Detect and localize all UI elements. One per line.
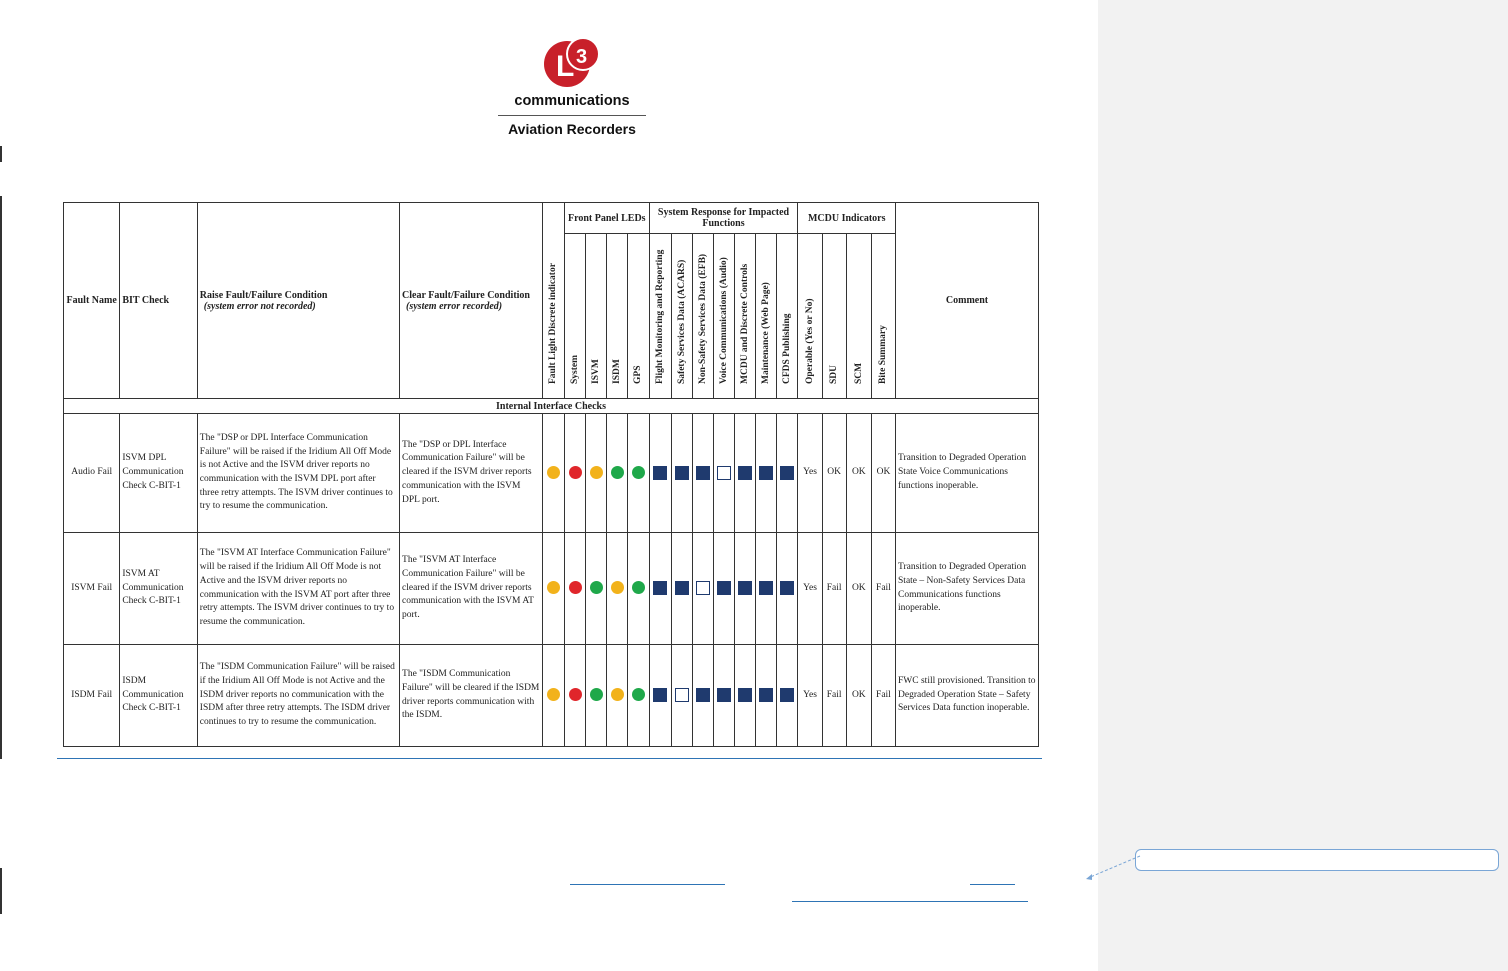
filled-square-icon — [717, 688, 731, 702]
header-comment: Comment — [896, 203, 1039, 399]
header-led-label: System — [570, 354, 581, 384]
green-led-icon — [632, 688, 645, 701]
section-row — [64, 399, 1039, 414]
green-led-icon — [632, 466, 645, 479]
header-clear-title: Clear Fault/Failure Condition — [402, 289, 530, 301]
empty-square-icon — [696, 581, 710, 595]
mcdu-bite-cell: Fail — [871, 645, 895, 747]
filled-square-icon — [738, 466, 752, 480]
response-cell — [649, 414, 671, 533]
clear-condition-cell: The "ISDM Communication Failure" will be cleared if the ISDM driver reports communication with the ISDM. — [400, 645, 543, 747]
header-mcdu-col — [871, 234, 895, 399]
change-bar — [0, 146, 2, 162]
led-cell — [607, 533, 628, 645]
response-cell — [649, 533, 671, 645]
filled-square-icon — [717, 581, 731, 595]
mcdu-scm-cell: OK — [846, 645, 871, 747]
filled-square-icon — [675, 466, 689, 480]
logo-divider — [498, 115, 646, 116]
fault-light-cell — [542, 414, 564, 533]
response-cell — [735, 645, 756, 747]
header-response — [692, 234, 713, 399]
header-front-panel: Front Panel LEDs — [565, 203, 650, 234]
filled-square-icon — [653, 688, 667, 702]
green-led-icon — [590, 581, 603, 594]
response-cell — [735, 533, 756, 645]
led-cell — [628, 414, 649, 533]
logo-wordmark: communications — [514, 93, 630, 109]
filled-square-icon — [738, 688, 752, 702]
header-mcdu-label: Operable (Yes or No) — [805, 298, 816, 384]
filled-square-icon — [780, 466, 794, 480]
fault-light-cell — [542, 533, 564, 645]
response-cell — [756, 645, 777, 747]
led-cell — [565, 414, 586, 533]
header-mcdu-label: Bite Summary — [878, 325, 889, 384]
amber-led-icon — [611, 688, 624, 701]
led-cell — [607, 414, 628, 533]
fault-name-cell: Audio Fail — [64, 414, 120, 533]
header-bit-check: BIT Check — [120, 203, 197, 399]
company-logo — [490, 34, 654, 142]
header-response — [713, 234, 734, 399]
header-row — [64, 203, 1039, 234]
header-fault-name: Fault Name — [64, 203, 120, 399]
response-cell — [692, 533, 713, 645]
response-cell — [756, 533, 777, 645]
bit-check-cell: ISVM DPL Communication Check C-BIT-1 — [120, 414, 197, 533]
change-bar — [0, 868, 2, 914]
header-led — [586, 234, 607, 399]
mcdu-scm-cell: OK — [846, 533, 871, 645]
response-cell — [671, 414, 692, 533]
header-response-label: MCDU and Discrete Controls — [740, 263, 751, 384]
header-raise-title: Raise Fault/Failure Condition — [199, 289, 328, 301]
amber-led-icon — [590, 466, 603, 479]
comment-balloon[interactable] — [1135, 849, 1499, 871]
header-raise — [197, 203, 399, 399]
mcdu-operable-cell: Yes — [798, 645, 822, 747]
filled-square-icon — [696, 466, 710, 480]
mcdu-scm-cell: OK — [846, 414, 871, 533]
filled-square-icon — [653, 581, 667, 595]
led-cell — [628, 533, 649, 645]
response-cell — [649, 645, 671, 747]
red-led-icon — [569, 581, 582, 594]
header-response — [756, 234, 777, 399]
raise-condition-cell: The "ISVM AT Interface Communication Failure" will be raised if the Iridium All Off Mode is not Active and the ISVM driver reports no communication with the ISVM AT port after three retry attempts. The ISVM driver continues to try to resume the communication. — [197, 533, 399, 645]
table-row — [64, 533, 1039, 645]
empty-square-icon — [675, 688, 689, 702]
raise-condition-cell: The "ISDM Communication Failure" will be raised if the Iridium All Off Mode is not Active and the ISDM driver reports no communication with the ISDM after three retry attempts. The ISDM driver continues to try to resume the communication. — [197, 645, 399, 747]
amber-led-icon — [547, 688, 560, 701]
header-clear-note: (system error recorded) — [406, 300, 503, 312]
mcdu-bite-cell: Fail — [871, 533, 895, 645]
header-led — [565, 234, 586, 399]
bit-check-cell: ISVM AT Communication Check C-BIT-1 — [120, 533, 197, 645]
header-clear — [400, 203, 543, 399]
logo-subtitle: Aviation Recorders — [508, 121, 636, 137]
fault-table — [63, 202, 1039, 747]
mcdu-sdu-cell: Fail — [822, 533, 846, 645]
filled-square-icon — [780, 688, 794, 702]
green-led-icon — [590, 688, 603, 701]
header-response-label: Flight Monitoring and Reporting — [655, 249, 666, 384]
svg-text:L: L — [556, 50, 575, 83]
response-cell — [713, 414, 734, 533]
svg-text:3: 3 — [576, 46, 588, 68]
fault-name-cell: ISVM Fail — [64, 533, 120, 645]
led-cell — [586, 414, 607, 533]
response-cell — [777, 533, 798, 645]
header-response — [777, 234, 798, 399]
comment-pane — [1098, 0, 1508, 971]
response-cell — [671, 645, 692, 747]
led-cell — [565, 533, 586, 645]
clear-condition-cell: The "ISVM AT Interface Communication Failure" will be cleared if the ISVM driver reports communication with the ISVM AT port. — [400, 533, 543, 645]
header-response — [735, 234, 756, 399]
header-response-label: Non-Safety Services Data (EFB) — [697, 253, 708, 384]
comment-cell: Transition to Degraded Operation State Voice Communications functions inoperable. — [896, 414, 1039, 533]
header-response — [671, 234, 692, 399]
underline-link[interactable] — [792, 901, 1028, 902]
filled-square-icon — [780, 581, 794, 595]
empty-square-icon — [717, 466, 731, 480]
filled-square-icon — [738, 581, 752, 595]
response-cell — [777, 645, 798, 747]
header-fault-light — [542, 203, 564, 399]
led-cell — [628, 645, 649, 747]
header-led — [628, 234, 649, 399]
filled-square-icon — [653, 466, 667, 480]
response-cell — [692, 414, 713, 533]
header-response — [649, 234, 671, 399]
mcdu-bite-cell: OK — [871, 414, 895, 533]
fault-light-cell — [542, 645, 564, 747]
comment-cell: Transition to Degraded Operation State – Non-Safety Services Data Communications functions inoperable. — [896, 533, 1039, 645]
response-cell — [713, 533, 734, 645]
header-mcdu-col — [798, 234, 822, 399]
amber-led-icon — [547, 581, 560, 594]
amber-led-icon — [611, 581, 624, 594]
table-row — [64, 414, 1039, 533]
header-led-label: ISVM — [591, 359, 602, 384]
mcdu-sdu-cell: Fail — [822, 645, 846, 747]
header-mcdu-label: SCM — [853, 362, 864, 384]
change-bar — [0, 196, 2, 759]
red-led-icon — [569, 466, 582, 479]
response-cell — [756, 414, 777, 533]
green-led-icon — [611, 466, 624, 479]
led-cell — [586, 533, 607, 645]
led-cell — [565, 645, 586, 747]
header-fault-light-label: Fault Light Discrete indicator — [548, 263, 559, 384]
green-led-icon — [632, 581, 645, 594]
filled-square-icon — [759, 581, 773, 595]
clear-condition-cell: The "DSP or DPL Interface Communication Failure" will be cleared if the ISVM driver reports communication with the ISVM DPL port. — [400, 414, 543, 533]
header-led — [607, 234, 628, 399]
mcdu-operable-cell: Yes — [798, 414, 822, 533]
header-mcdu-col — [822, 234, 846, 399]
header-system-response: System Response for Impacted Functions — [649, 203, 798, 234]
red-led-icon — [569, 688, 582, 701]
filled-square-icon — [675, 581, 689, 595]
led-cell — [607, 645, 628, 747]
response-cell — [713, 645, 734, 747]
amber-led-icon — [547, 466, 560, 479]
mcdu-sdu-cell: OK — [822, 414, 846, 533]
header-response-label: CFDS Publishing — [782, 313, 793, 384]
filled-square-icon — [696, 688, 710, 702]
header-mcdu-col — [846, 234, 871, 399]
underline-link[interactable] — [970, 884, 1015, 885]
filled-square-icon — [759, 688, 773, 702]
fault-name-cell: ISDM Fail — [64, 645, 120, 747]
bit-check-cell: ISDM Communication Check C-BIT-1 — [120, 645, 197, 747]
raise-condition-cell: The "DSP or DPL Interface Communication Failure" will be raised if the Iridium All Off Mode is not Active and the ISVM driver reports no communication with the ISVM DPL port after three retry attempts. The ISVM driver continues to try to resume the communication. — [197, 414, 399, 533]
header-response-label: Safety Services Data (ACARS) — [676, 259, 687, 384]
comment-cell: FWC still provisioned. Transition to Degraded Operation State – Safety Services Data function inoperable. — [896, 645, 1039, 747]
underline-link[interactable] — [570, 884, 725, 885]
response-cell — [671, 533, 692, 645]
led-cell — [586, 645, 607, 747]
header-mcdu: MCDU Indicators — [798, 203, 896, 234]
section-title: Internal Interface Checks — [64, 399, 1039, 414]
filled-square-icon — [759, 466, 773, 480]
comment-leader-line — [1084, 852, 1144, 882]
horizontal-rule — [57, 758, 1042, 759]
header-led-label: GPS — [633, 365, 644, 384]
l3-logo-icon — [543, 34, 599, 90]
mcdu-operable-cell: Yes — [798, 533, 822, 645]
header-response-label: Voice Communications (Audio) — [718, 257, 729, 384]
response-cell — [735, 414, 756, 533]
header-response-label: Maintenance (Web Page) — [761, 282, 772, 384]
response-cell — [692, 645, 713, 747]
header-mcdu-label: SDU — [829, 364, 840, 384]
response-cell — [777, 414, 798, 533]
header-raise-note: (system error not recorded) — [203, 300, 316, 312]
header-led-label: ISDM — [612, 359, 623, 384]
table-row — [64, 645, 1039, 747]
